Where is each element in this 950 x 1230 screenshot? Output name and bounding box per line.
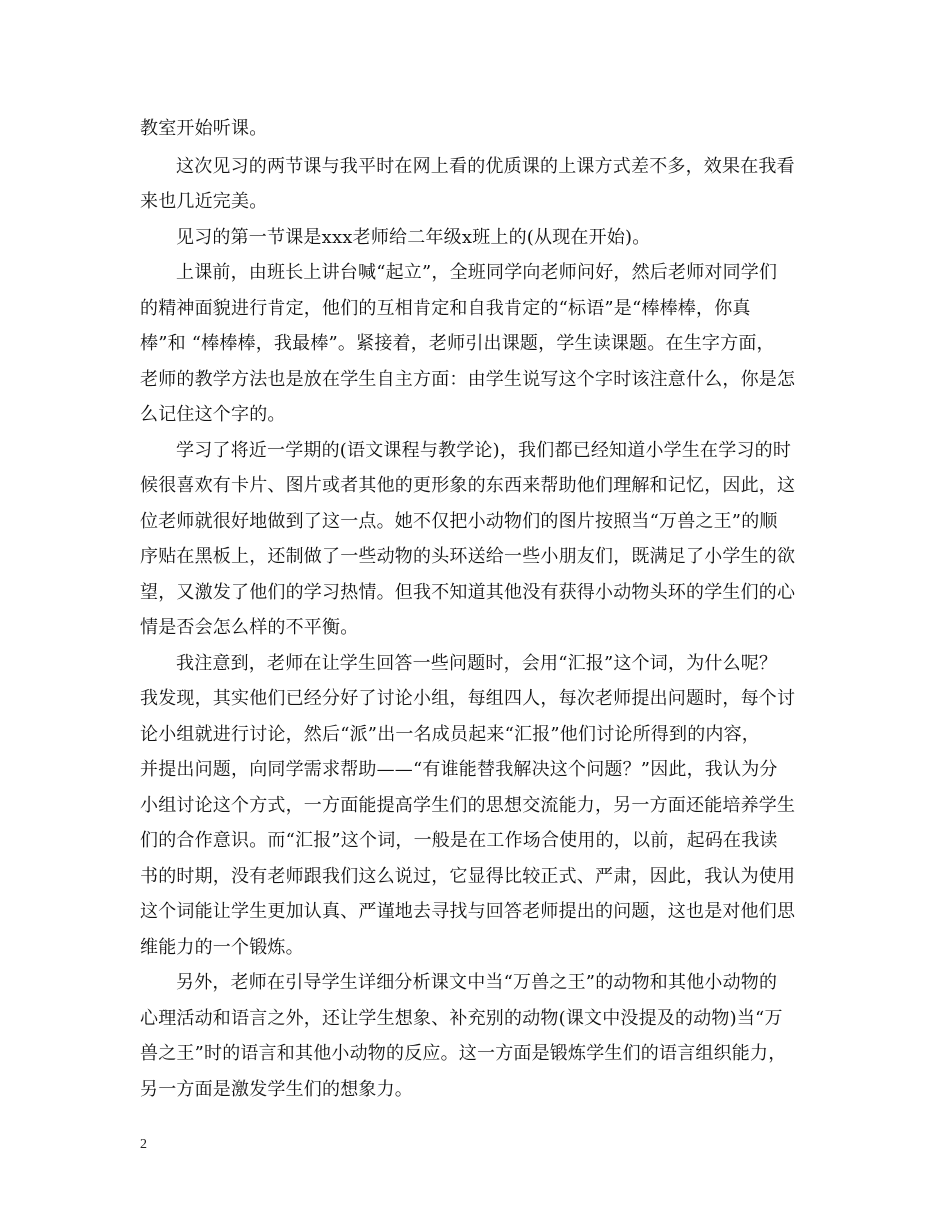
text-line: 维能力的一个锻炼。	[140, 937, 304, 958]
text-line: 见习的第一节课是xxx老师给二年级x班上的(从现在开始)。	[176, 227, 651, 248]
text-line: 小组讨论这个方式，一方面能提高学生们的思想交流能力，另一方面还能培养学生	[140, 795, 796, 816]
text-line: 望，又激发了他们的学习热情。但我不知道其他没有获得小动物头环的学生们的心	[140, 582, 796, 603]
text-line: 的精神面貌进行肯定，他们的互相肯定和自我肯定的“标语”是“棒棒棒，你真	[140, 298, 751, 319]
text-line: 棒”和 “棒棒棒，我最棒”。紧接着，老师引出课题，学生读课题。在生字方面，	[140, 333, 775, 354]
text-line: 并提出问题，向同学需求帮助——“有谁能替我解决这个问题？”因此，我认为分	[140, 759, 778, 780]
text-line: 序贴在黑板上，还制做了一些动物的头环送给一些小朋友们，既满足了小学生的欲	[140, 546, 796, 567]
text-line: 老师的教学方法也是放在学生自主方面：由学生说写这个字时该注意什么，你是怎	[140, 369, 796, 390]
text-line: 书的时期，没有老师跟我们这么说过，它显得比较正式、严肃，因此，我认为使用	[140, 866, 796, 887]
text-line: 另一方面是激发学生们的想象力。	[140, 1079, 413, 1100]
text-line: 位老师就很好地做到了这一点。她不仅把小动物们的图片按照当“万兽之王”的顺	[140, 511, 778, 532]
page-number: 2	[140, 1137, 147, 1152]
text-line: 候很喜欢有卡片、图片或者其他的更形象的东西来帮助他们理解和记忆，因此，这	[140, 475, 796, 496]
text-line: 我发现，其实他们已经分好了讨论小组，每组四人，每次老师提出问题时，每个讨	[140, 688, 796, 709]
text-line: 心理活动和语言之外，还让学生想象、补充别的动物(课文中没提及的动物)当“万	[140, 1008, 783, 1029]
text-line: 教室开始听课。	[140, 118, 268, 139]
text-line: 论小组就进行讨论，然后“派”出一名成员起来“汇报”他们讨论所得到的内容，	[140, 724, 761, 745]
text-line: 我注意到，老师在让学生回答一些问题时，会用“汇报”这个词，为什么呢？	[176, 653, 778, 674]
text-line: 情是否会怎么样的不平衡。	[140, 617, 359, 638]
text-line: 么记住这个字的。	[140, 404, 286, 425]
text-line: 来也几近完美。	[140, 191, 268, 212]
text-line: 上课前，由班长上讲台喊“起立”，全班同学向老师问好，然后老师对同学们	[176, 262, 778, 283]
text-line: 这个词能让学生更加认真、严谨地去寻找与回答老师提出的问题，这也是对他们思	[140, 901, 796, 922]
text-line: 们的合作意识。而“汇报”这个词，一般是在工作场合使用的，以前，起码在我读	[140, 830, 778, 851]
text-line: 学习了将近一学期的(语文课程与教学论)，我们都已经知道小学生在学习的时	[176, 440, 792, 461]
text-line: 另外，老师在引导学生详细分析课文中当“万兽之王”的动物和其他小动物的	[176, 972, 778, 993]
text-line: 兽之王”时的语言和其他小动物的反应。这一方面是锻炼学生们的语言组织能力，	[140, 1043, 787, 1064]
text-line: 这次见习的两节课与我平时在网上看的优质课的上课方式差不多，效果在我看	[176, 156, 795, 177]
